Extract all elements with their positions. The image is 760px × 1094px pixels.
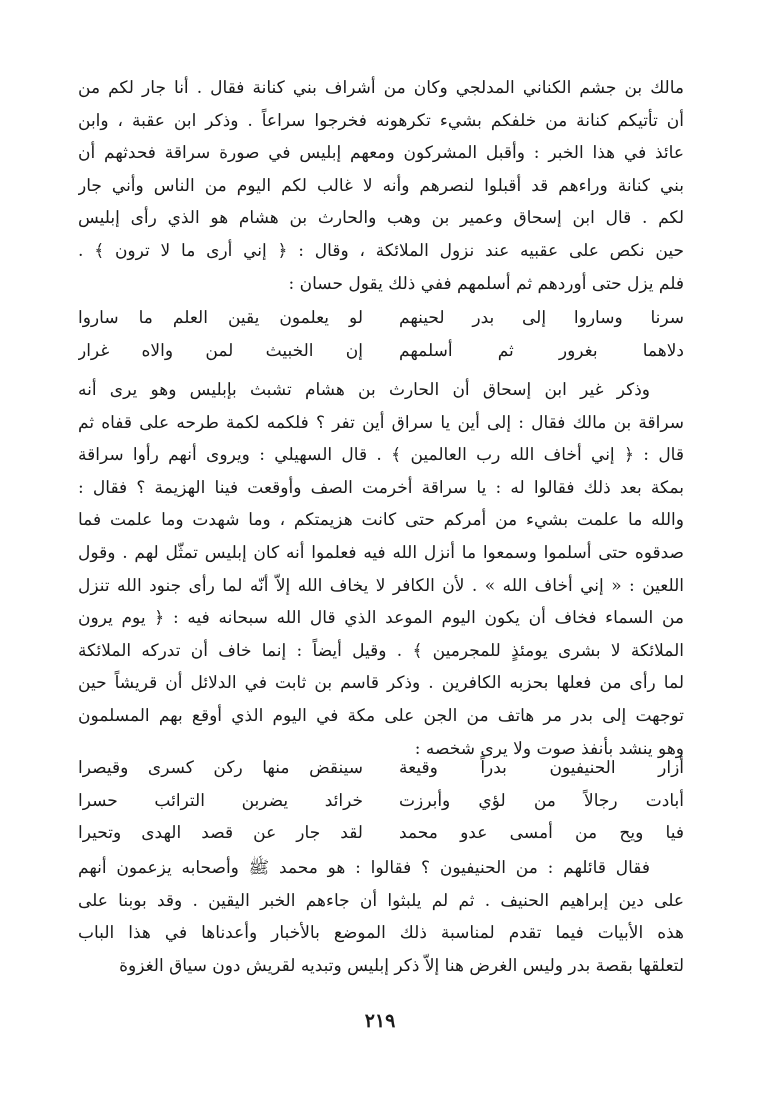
text-line: سراقة بن مالك فقال : إلى أين يا سراق أين تفر ؟ فلكمه لكمة طرحه على قفاه ثم — [78, 412, 684, 433]
text-line: اللعين : « إني أخاف الله » . لأن الكافر لا يخاف الله إلاّ أنّه لما رأى جنود الله تنزل — [78, 575, 684, 596]
text-line: حين نكص على عقبيه عند نزول الملائكة ، وقال : ﴿ إني أرى ما لا ترون ﴾ . — [78, 240, 684, 261]
verse-first-hemistich: دلاهما بغرور ثم أسلمهم — [399, 340, 684, 361]
text-line: بني كنانة وراءهم قد أقبلوا لنصرهم وأنه لا غالب لكم اليوم من الناس وأني جار — [78, 175, 684, 196]
text-line: فقال قائلهم : من الحنيفيون ؟ فقالوا : هو محمد ﷺ وأصحابه يزعمون أنهم — [78, 858, 650, 878]
paragraph-3 — [78, 852, 684, 982]
verse-second-hemistich: سينقض منها ركن كسرى وقيصرا — [78, 758, 363, 778]
verse-second-hemistich: لو يعلمون يقين العلم ما ساروا — [78, 308, 363, 328]
verse-second-hemistich: خرائد يضربن الترائب حسرا — [78, 790, 363, 811]
text-line: وهو ينشد بأنفذ صوت ولا يرى شخصه : — [414, 738, 684, 759]
text-line: لتعلقها بقصة بدر وليس الغرض هنا إلاّ ذكر إبليس وتبديه لقريش دون سياق الغزوة — [119, 955, 684, 976]
paragraph-1 — [78, 72, 684, 300]
verse — [78, 785, 684, 818]
verse — [78, 817, 684, 850]
text-line: صدقوه حتى أسلموا وسمعوا ما أنزل الله فيه فعلموا أنه كان إبليس تمثّل لهم . وقول — [78, 542, 684, 563]
text-line: بمكة بعد ذلك فقالوا له : يا سراقة أخرمت الصف وأوقعت فينا الهزيمة ؟ فقال : — [78, 477, 684, 498]
poem-hassan — [78, 302, 684, 367]
text-line: من السماء فخاف أن يكون اليوم الموعد الذي قال الله سبحانه فيه : ﴿ يوم يرون — [78, 608, 684, 629]
text-line: لكم . قال ابن إسحاق وعمير بن وهب والحارث بن هشام هو الذي رأى إبليس — [78, 208, 684, 229]
text-line: الملائكة لا بشرى يومئذٍ للمجرمين ﴾ . وقيل أيضاً : إنما خاف أن تدركه الملائكة — [78, 640, 684, 661]
text-line: وذكر غير ابن إسحاق أن الحارث بن هشام تشبث بإبليس وهو يرى أنه — [78, 380, 650, 400]
text-line: قال : ﴿ إني أخاف الله رب العالمين ﴾ . قال السهيلي : ويروى أنهم رأوا سراقة — [78, 445, 684, 466]
verse-first-hemistich: فيا ويح من أمسى عدو محمد — [399, 823, 684, 844]
verse — [78, 752, 684, 785]
text-line: مالك بن جشم الكناني المدلجي وكان من أشراف بني كنانة فقال . أنا جار لكم من — [78, 78, 684, 98]
text-line: فلم يزل حتى أوردهم ثم أسلمهم ففي ذلك يقول حسان : — [288, 273, 684, 294]
verse — [78, 335, 684, 368]
verse-first-hemistich: أزار الحنيفيون بدراً وقيعة — [399, 758, 684, 778]
poem-hatif — [78, 752, 684, 850]
verse-first-hemistich: سرنا وساروا إلى بدر لحينهم — [399, 308, 684, 328]
page-number: ٢١٩ — [364, 1010, 396, 1032]
text-line: والله ما علمت بشيء من أمركم حتى كانت هزيمتكم ، وما شهدت وما علمت فما — [78, 510, 684, 531]
verse-first-hemistich: أبادت رجالاً من لؤي وأبرزت — [399, 790, 684, 811]
text-line: لما رأى من فعلها بحزبه الكافرين . وذكر قاسم بن ثابت في الدلائل أن قريشاً حين — [78, 673, 684, 694]
verse — [78, 302, 684, 335]
text-line: توجهت إلى بدر مر هاتف من الجن على مكة في اليوم الذي أوقع بهم المسلمون — [78, 705, 684, 726]
paragraph-2 — [78, 374, 684, 765]
text-line: أن تأتيكم كنانة من خلفكم بشيء تكرهونه فخرجوا سراعاً . وذكر ابن عقبة ، وابن — [78, 110, 684, 131]
text-line: هذه الأبيات فيما تقدم لمناسبة ذلك الموضع بالأخبار وأعدناها في هذا الباب — [78, 923, 684, 944]
text-line: عائذ في هذا الخبر : وأقبل المشركون ومعهم إبليس في صورة سراقة فحدثهم أن — [78, 143, 684, 164]
verse-second-hemistich: لقد جار عن قصد الهدى وتحيرا — [78, 823, 363, 844]
verse-second-hemistich: إن الخبيث لمن والاه غرار — [78, 340, 363, 361]
text-line: على دين إبراهيم الحنيف . ثم لم يلبثوا أن جاءهم الخبر اليقين . وقد بوبنا على — [78, 890, 684, 911]
